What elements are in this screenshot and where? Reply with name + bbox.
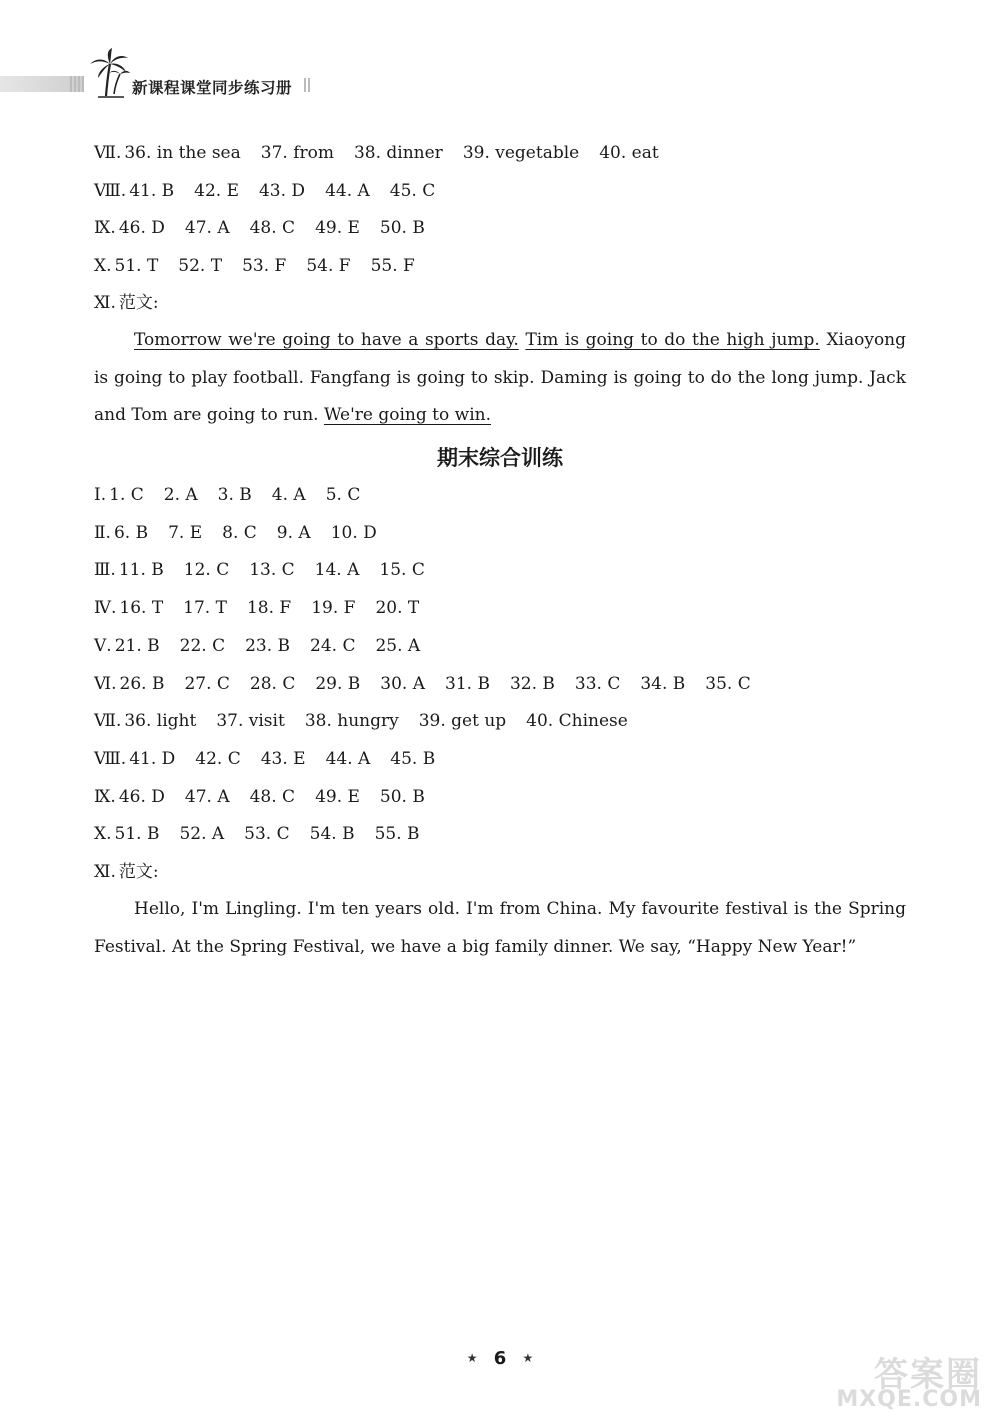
- answer-item: 38. hungry: [304, 711, 399, 732]
- answer-item: 39. get up: [418, 711, 507, 732]
- answer-line: [94, 142, 659, 164]
- section-roman-label: Ⅲ.: [94, 560, 116, 581]
- section-roman-label: Ⅸ.: [94, 786, 116, 807]
- header-end-ticks: [304, 78, 312, 92]
- answer-item: 33. C: [574, 673, 621, 694]
- answer-line: [94, 823, 420, 845]
- answer-line: [94, 597, 419, 619]
- answer-item: 14. A: [314, 560, 360, 581]
- section-roman-label: Ⅷ.: [94, 748, 127, 769]
- answer-item: 30. A: [380, 673, 426, 694]
- page-header: [0, 48, 330, 100]
- answer-line: [94, 522, 377, 544]
- answer-item: 3. B: [217, 485, 252, 505]
- star-icon: ★: [466, 1351, 478, 1365]
- answer-item: 48. C: [249, 218, 296, 238]
- answer-item: 11. B: [118, 560, 164, 581]
- section-roman-label: Ⅶ.: [94, 143, 122, 163]
- answer-line: [94, 559, 425, 581]
- answer-item: 42. C: [195, 748, 241, 769]
- page-number-value: 6: [493, 1348, 507, 1369]
- answer-item: 37. from: [260, 143, 334, 163]
- answer-item: 范文:: [118, 862, 159, 882]
- answer-item: 8. C: [222, 522, 257, 543]
- answer-item: 44. A: [325, 748, 371, 769]
- answer-item: 23. B: [245, 635, 291, 656]
- answer-line: [94, 292, 159, 314]
- answer-line: [94, 673, 751, 695]
- answer-item: 12. C: [183, 560, 230, 581]
- answer-line: [94, 180, 435, 202]
- section-roman-label: Ⅹ.: [94, 824, 112, 845]
- answer-item: 7. E: [168, 522, 203, 543]
- answer-item: 47. A: [184, 786, 230, 807]
- answer-item: 22. C: [179, 635, 226, 656]
- watermark-bottom-text: MXQE.COM: [836, 1387, 982, 1412]
- answer-item: 36. in the sea: [124, 143, 241, 163]
- answer-item: 10. D: [330, 522, 377, 543]
- answer-item: 26. B: [119, 673, 165, 694]
- section-roman-label: Ⅷ.: [94, 180, 127, 201]
- answer-line: [94, 786, 425, 808]
- answer-item: 49. E: [315, 786, 360, 807]
- answer-item: 54. F: [306, 255, 351, 276]
- section-roman-label: Ⅵ.: [94, 673, 117, 694]
- section-roman-label: Ⅺ.: [94, 862, 116, 882]
- answer-item: 24. C: [310, 635, 356, 656]
- answer-line: [94, 748, 435, 770]
- section-roman-label: Ⅺ.: [94, 293, 116, 313]
- answer-item: 38. dinner: [353, 143, 443, 163]
- answer-item: 40. Chinese: [526, 711, 628, 732]
- answer-item: 50. B: [379, 218, 425, 238]
- answer-item: 43. D: [258, 180, 306, 201]
- answer-item: 44. A: [325, 180, 370, 201]
- watermark-top-text: 答案圈: [874, 1355, 982, 1395]
- answer-item: 1. C: [109, 485, 144, 505]
- answer-item: 9. A: [276, 522, 311, 543]
- watermark-logo: [812, 1345, 992, 1417]
- answer-line: [94, 217, 425, 239]
- section-roman-label: Ⅸ.: [94, 218, 116, 238]
- answer-item: 39. vegetable: [462, 143, 580, 163]
- answer-line: [94, 710, 628, 732]
- answer-item: 16. T: [119, 598, 164, 619]
- answer-item: 49. E: [315, 218, 360, 238]
- answer-item: 4. A: [271, 485, 306, 505]
- answer-item: 51. T: [114, 255, 159, 276]
- answer-item: 46. D: [118, 786, 165, 807]
- section-title: 期末综合训练: [437, 446, 563, 470]
- answer-item: 36. light: [124, 711, 197, 732]
- essay-1-sentence-2: Tim is going to do the high jump.: [525, 330, 820, 350]
- section-roman-label: Ⅶ.: [94, 711, 122, 732]
- answer-line: [94, 255, 415, 277]
- section-roman-label: Ⅹ.: [94, 255, 112, 276]
- answer-item: 45. B: [390, 748, 436, 769]
- essay-1-sentence-1: Tomorrow we're going to have a sports day.: [134, 330, 519, 350]
- header-tick-marks: [70, 76, 84, 92]
- answer-item: 53. C: [244, 824, 290, 845]
- section-roman-label: Ⅱ.: [94, 522, 111, 543]
- answer-item: 6. B: [113, 522, 149, 543]
- answer-item: 55. B: [374, 824, 420, 845]
- section-roman-label: Ⅰ.: [94, 485, 107, 505]
- answer-item: 21. B: [114, 635, 160, 656]
- answer-item: 2. A: [163, 485, 198, 505]
- answer-item: 27. C: [184, 673, 230, 694]
- answer-item: 34. B: [640, 673, 686, 694]
- answer-item: 29. B: [315, 673, 361, 694]
- answer-item: 17. T: [183, 598, 227, 619]
- answer-item: 54. B: [309, 824, 355, 845]
- answer-item: 43. E: [260, 748, 306, 769]
- answer-item: 48. C: [249, 786, 296, 807]
- answer-item: 37. visit: [216, 711, 285, 732]
- answer-item: 25. A: [375, 635, 421, 656]
- palm-tree-icon: [84, 48, 132, 98]
- answer-item: 52. T: [178, 255, 223, 276]
- answer-item: 范文:: [118, 293, 159, 313]
- answer-item: 19. F: [311, 598, 356, 619]
- answer-item: 53. F: [242, 255, 287, 276]
- answer-item: 20. T: [375, 598, 420, 619]
- answer-item: 31. B: [445, 673, 490, 694]
- answer-item: 45. C: [389, 180, 436, 201]
- answer-item: 52. A: [179, 824, 225, 845]
- answer-item: 47. A: [184, 218, 230, 238]
- answer-item: 42. E: [194, 180, 239, 201]
- answer-item: 15. C: [379, 560, 425, 581]
- essay-1: [94, 322, 906, 435]
- answer-item: 41. B: [129, 180, 175, 201]
- answer-line: [94, 861, 159, 883]
- essay-1-sentence-4: We're going to win.: [323, 405, 491, 425]
- answer-item: 51. B: [114, 824, 160, 845]
- answer-item: 32. B: [509, 673, 555, 694]
- answer-item: 40. eat: [599, 143, 659, 163]
- essay-2: Hello, I'm Lingling. I'm ten years old. I'm from China. My favourite festival is the Spring Festival. At the Spring Festival, we have a big family dinner. We say, “Happy New Year!”: [94, 899, 906, 957]
- answer-line: [94, 484, 360, 506]
- section-roman-label: Ⅳ.: [94, 598, 117, 619]
- answer-item: 46. D: [118, 218, 165, 238]
- answer-item: 28. C: [249, 673, 296, 694]
- answer-item: 18. F: [246, 598, 292, 619]
- answer-item: 35. C: [705, 673, 751, 694]
- answer-item: 55. F: [370, 255, 415, 276]
- answer-item: 13. C: [249, 560, 295, 581]
- essay-1-sentence-3: Xiaoyong is going to play football. Fangfang is going to skip. Daming is going to do the long jump. Jack and Tom are going to run.: [94, 330, 907, 425]
- answer-item: 50. B: [379, 786, 425, 807]
- answer-item: 5. C: [325, 485, 361, 505]
- section-roman-label: Ⅴ.: [94, 635, 112, 656]
- header-title: 新课程课堂同步练习册: [132, 79, 293, 97]
- answer-item: 41. D: [129, 748, 176, 769]
- answer-line: [94, 635, 420, 657]
- star-icon: ★: [522, 1351, 534, 1365]
